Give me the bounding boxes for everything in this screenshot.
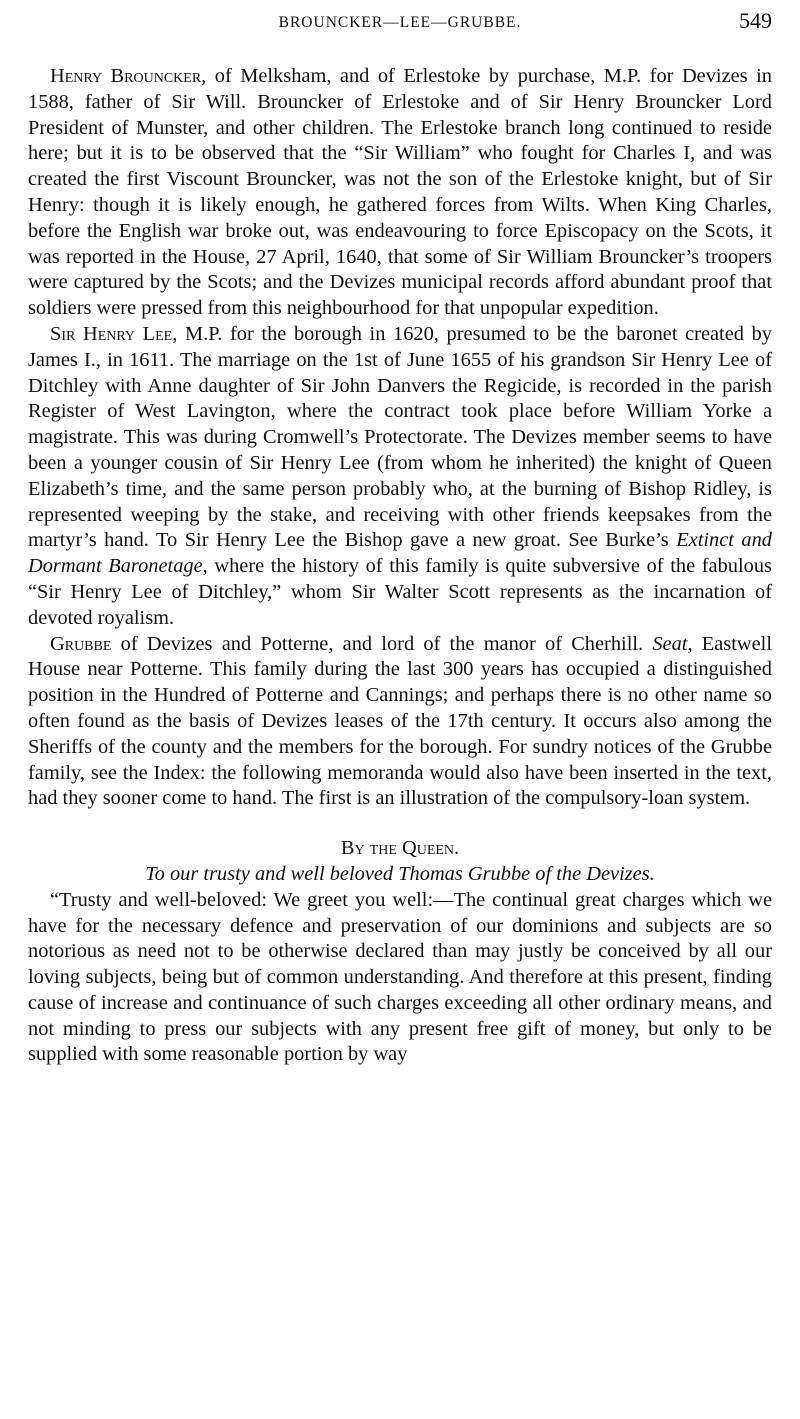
letter-heading: By the Queen. [340, 837, 460, 860]
letter-text: “Trusty and well-beloved: We greet you well:—The continual great charges which we have for the necessary defence and preservation of our dominions and subjects are so notorious as need not to be otherwise declared than may justly be conceived by all our loving subjects, being but of common understanding. And therefore at this present, finding cause of increase and continuance of such charges exceeding all other ordinary means, and not minding to press our subjects with any present free gift of money, but only to be supplied with some reasonable portion by way [28, 888, 772, 1066]
paragraph-grubbe-text-a: of Devizes and Potterne, and lord of the manor of Cherhill. [111, 632, 653, 655]
paragraph-brouncker-text: , of Melksham, and of Erlestoke by purchase, M.P. for Devizes in 1588, father of Sir Will. Brouncker of Erlestoke and of Sir Henry Brouncker Lord President of Munster, and other children. The Erlestoke branch long continued to reside here; but it is to be observed that the “Sir William” who fought for Charles I, and was created the first Viscount Brouncker, was not the son of the Erlestoke knight, but of Sir Henry: though it is likely enough, he gathered forces from Wilts. When King Charles, before the English war broke out, was endeavouring to force Episcopacy on the Scots, it was reported in the House, 27 April, 1640, that some of Sir William Brouncker’s troopers were captured by the Scots; and the Devizes municipal records afford abundant proof that soldiers were pressed from this neighbourhood for that unpopular expedition. [28, 65, 772, 320]
paragraph-lee-text-b: , where the history of this family is quite subversive of the fabulous “Sir Henry Lee of Ditchley,” whom Sir Walter Scott represents as the incarnation of devoted royalism. [28, 555, 772, 629]
paragraph-lee [28, 322, 772, 632]
paragraph-grubbe [28, 632, 772, 813]
book-title: Extinct and Dormant Baronetage [28, 529, 772, 578]
paragraph-lee-text-a: , M.P. for the borough in 1620, presumed to be the baronet created by James I., in 1611. The marriage on the 1st of June 1655 of his grandson Sir Henry Lee of Ditchley with Anne daughter of Sir John Danvers the Regicide, is recorded in the parish Register of West Lavington, where the contract took place before William Yorke a magistrate. This was during Cromwell’s Protectorate. The Devizes member seems to have been a younger cousin of Sir Henry Lee (from whom he inherited) the knight of Queen Elizabeth’s time, and the same person probably who, at the burning of Bishop Ridley, is represented weeping by the stake, and receiving with other friends keepsakes from the martyr’s hand. To Sir Henry Lee the Bishop gave a new groat. See Burke’s [28, 322, 772, 552]
book-page [28, 8, 772, 1068]
entry-name-brouncker: Henry Brouncker [50, 65, 202, 87]
letter-address-text: To our trusty and well beloved Thomas Grubbe of the Devizes. [145, 862, 655, 885]
paragraph-brouncker [28, 64, 772, 322]
running-title: BROUNCKER—LEE—GRUBBE. [278, 14, 522, 31]
seat-label: Seat [652, 632, 688, 655]
page-body [28, 64, 772, 1068]
entry-name-grubbe: Grubbe [50, 632, 112, 655]
section-gap [28, 812, 772, 836]
page-header [28, 8, 772, 38]
entry-name-lee: Sir Henry Lee [50, 322, 173, 345]
letter-address [28, 862, 772, 888]
paragraph-grubbe-text-b: , Eastwell House near Potterne. This family during the last 300 years has occupied a distinguished position in the Hundred of Potterne and Cannings; and perhaps there is no other name so often found as the basis of Devizes leases of the 17th century. It occurs also among the Sheriffs of the county and the members for the borough. For sundry notices of the Grubbe family, see the Index: the following memoranda would also have been inserted in the text, had they sooner come to hand. The first is an illustration of the compulsory-loan system. [28, 632, 772, 810]
page-number: 549 [739, 8, 772, 33]
